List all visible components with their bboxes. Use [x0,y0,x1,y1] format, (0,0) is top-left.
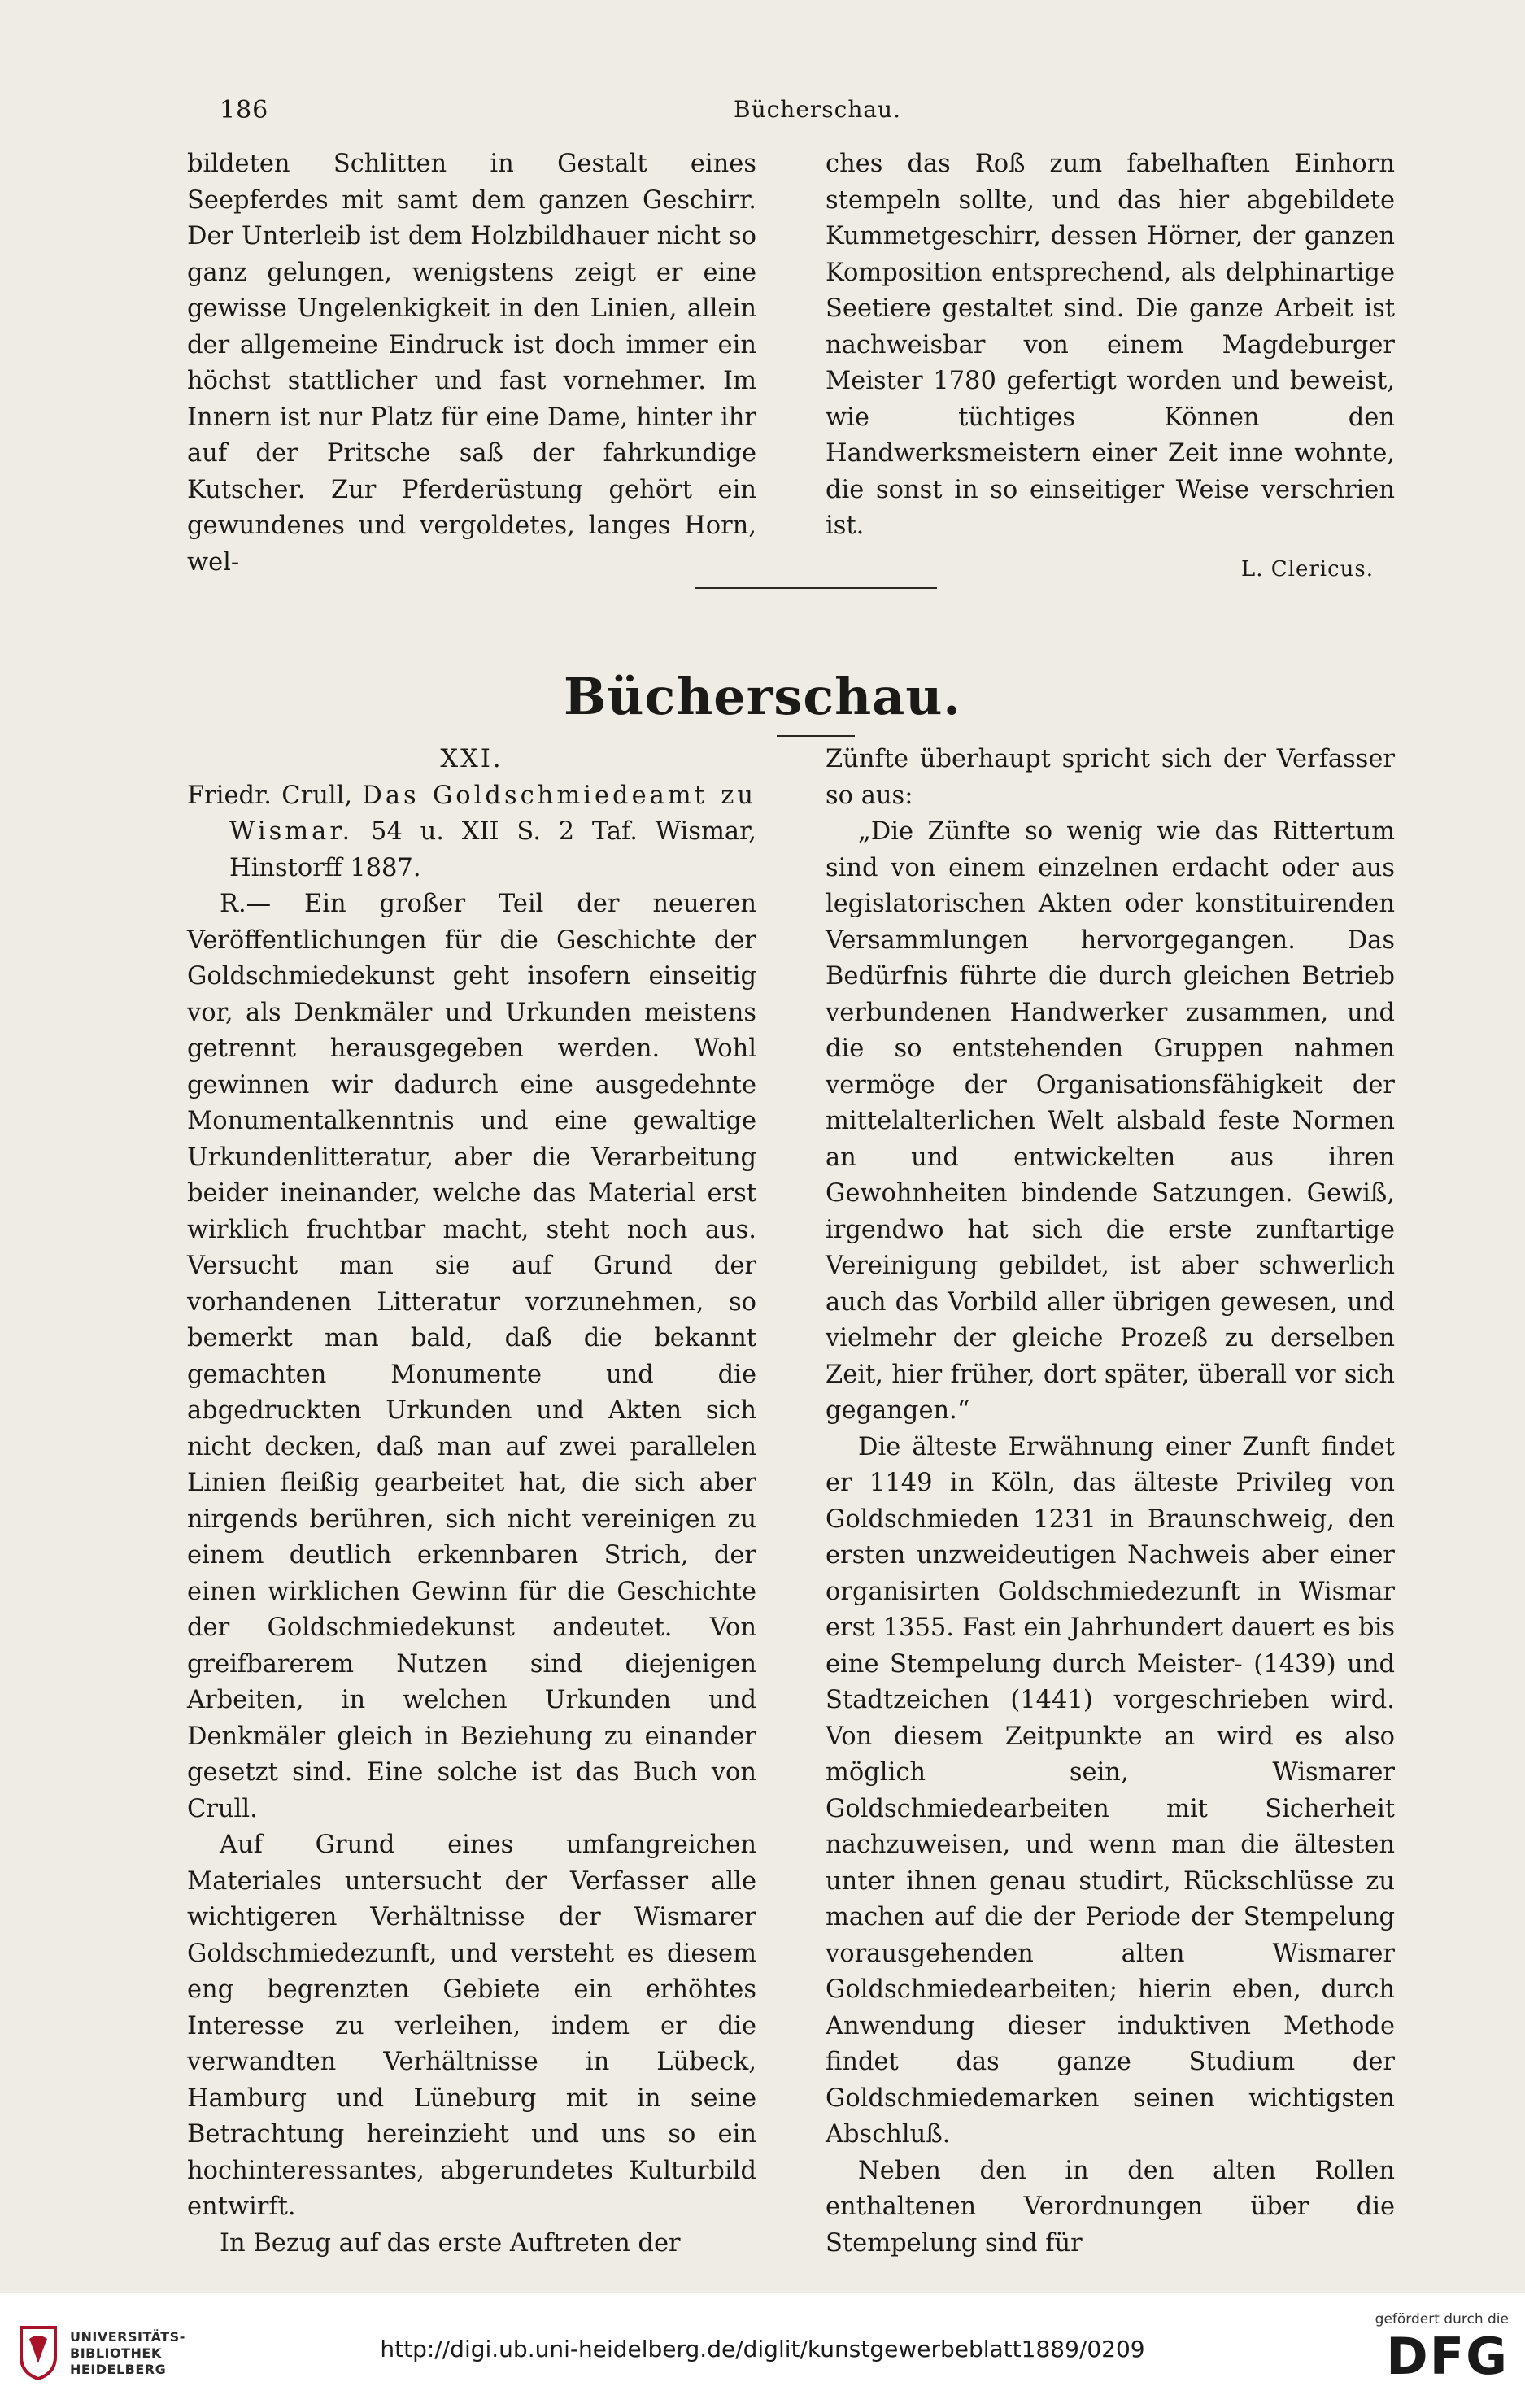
title-underline [777,735,855,737]
review-paragraph-4: Zünfte überhaupt spricht sich der Verfasser so aus: [826,745,1395,810]
top-right-paragraph: ches das Roß zum fabelhaften Einhorn stempeln sollte, und das hier abgebildete Kummetgeschirr, dessen Hörner, der ganzen Komposition entsprechend, als delphinartige Seetiere gestaltet sind. Die ganze Arbeit ist nachweisbar von einem Magdeburger Meister 1780 gefertigt worden und beweist, wie tüchtiges Können den Handwerksmeistern einer Zeit inne wohnte, die sonst in so einseitiger Weise verschrien ist. [826,150,1395,540]
running-head [220,96,1415,128]
university-line-1: UNIVERSITÄTS- [70,2329,185,2345]
author-signature: L. Clericus. [1240,556,1374,581]
digitization-footer [0,2293,1525,2408]
citation-title: Das Goldschmiedeamt zu Wismar. [229,781,756,846]
review-paragraph-6: Neben den in den alten Rollen enthaltenen Verordnungen über die Stempelung sind für [826,2156,1395,2258]
university-line-3: HEIDELBERG [70,2362,167,2377]
review-paragraph-2: Auf Grund eines umfangreichen Materiales untersucht der Verfasser alle wichtigeren Verhältnisse der Wismarer Goldschmiedezunft, und versteht es diesem eng begrenzten Gebiete ein erhöhtes Interesse zu verleihen, indem er die verwandten Verhältnisse in Lübeck, Hamburg und Lüneburg mit in seine Betrachtung hereinzieht und uns so ein hochinteressantes, abgerundetes Kulturbild entwirft. [187,1831,756,2221]
book-citation [187,778,756,887]
university-line-2: BIBLIOTHEK [70,2345,162,2361]
review-quote: „Die Zünfte so wenig wie das Rittertum sind von einem einzelnen erdacht oder aus legislatorischen Akten oder konstituirenden Versammlungen hervorgegangen. Das Bedürfnis führte die durch gleichen Betrieb verbundenen Handwerker zusammen, und die so entstehenden Gruppen nahmen vermöge der Organisationsfähigkeit der mittelalterlichen Welt alsbald feste Normen an und entwickelten aus ihren Gewohnheiten bindende Satzungen. Gewiß, irgendwo hat sich die erste zunftartige Vereinigung gebildet, ist aber schwerlich auch das Vorbild aller übrigen gewesen, und vielmehr der gleiche Prozeß zu derselben Zeit, hier früher, dort später, überall vor sich gegangen.“ [826,817,1395,1425]
main-right-column [826,742,1395,2262]
running-title: Bücherschau. [734,96,901,123]
citation-author: Friedr. Crull, [187,781,353,810]
review-paragraph-5: Die älteste Erwähnung einer Zunft findet er 1149 in Köln, das älteste Privileg von Goldschmieden 1231 in Braunschweig, den ersten unzweideutigen Nachweis aber einer organisirten Goldschmiedezunft in Wismar erst 1355. Fast ein Jahrhundert dauert es bis eine Stempelung durch Meister- (1439) und Stadtzeichen (1441) vorgeschrieben wird. Von diesem Zeitpunkte an wird es also möglich sein, Wismarer Goldschmiedearbeiten mit Sicherheit nachzuweisen, und wenn man die ältesten unter ihnen genau studirt, Rückschlüsse zu machen auf die der Periode der Stempelung vorausgehenden alten Wismarer Goldschmiedearbeiten; hierin eben, durch Anwendung dieser induktiven Methode findet das ganze Studium der Goldschmiedemarken seinen wichtigsten Abschluß. [826,1432,1395,2149]
permalink-url[interactable]: http://digi.ub.uni-heidelberg.de/diglit/kunstgewerbeblatt1889/0209 [380,2336,1145,2362]
top-left-column [187,146,756,581]
funding-notice [1322,2311,1509,2386]
dfg-logo: DFG [1386,2327,1509,2386]
page-number: 186 [220,96,269,124]
top-right-column [826,146,1395,587]
review-number: XXI. [440,745,503,773]
section-divider [695,587,937,589]
section-title: Bücherschau. [564,667,961,726]
top-left-paragraph: bildeten Schlitten in Gestalt eines Seepferdes mit samt dem ganzen Geschirr. Der Unterleib ist dem Holzbildhauer nicht so ganz gelungen, wenigstens zeigt er eine gewisse Ungelenkigkeit in den Linien, allein der allgemeine Eindruck ist doch immer ein höchst stattlicher und fast vornehmer. Im Innern ist nur Platz für eine Dame, hinter ihr auf der Pritsche saß der fahrkundige Kutscher. Zur Pferderüstung gehört ein gewundenes und vergoldetes, langes Horn, wel- [187,150,756,577]
citation-details: 54 u. XII S. 2 Taf. Wismar, Hinstorff 1887. [229,817,756,882]
review-paragraph-3: In Bezug auf das erste Auftreten der [220,2228,681,2258]
review-paragraph-1: R.— Ein großer Teil der neueren Veröffentlichungen für die Geschichte der Goldschmiedekunst geht insofern einseitig vor, als Denkmäler und Urkunden meistens getrennt herausgegeben werden. Wohl gewinnen wir dadurch eine ausgedehnte Monumentalkenntnis und eine gewaltige Urkundenlitteratur, aber die Verarbeitung beider ineinander, welche das Material erst wirklich fruchtbar macht, steht noch aus. Versucht man sie auf Grund der vorhandenen Litteratur vorzunehmen, so bemerkt man bald, daß die bekannt gemachten Monumente und die abgedruckten Urkunden und Akten sich nicht decken, daß man auf zwei parallelen Linien fleißig gearbeitet hat, die sich aber nirgends berühren, sich nicht vereinigen zu einem deutlich erkennbaren Strich, der einen wirklichen Gewinn für die Geschichte der Goldschmiedekunst andeutet. Von greifbarerem Nutzen sind diejenigen Arbeiten, in welchen Urkunden und Denkmäler gleich in Beziehung zu einander gesetzt sind. Eine solche ist das Buch von Crull. [187,890,756,1823]
main-left-column [187,742,756,2262]
funding-label: gefördert durch die [1375,2311,1509,2327]
